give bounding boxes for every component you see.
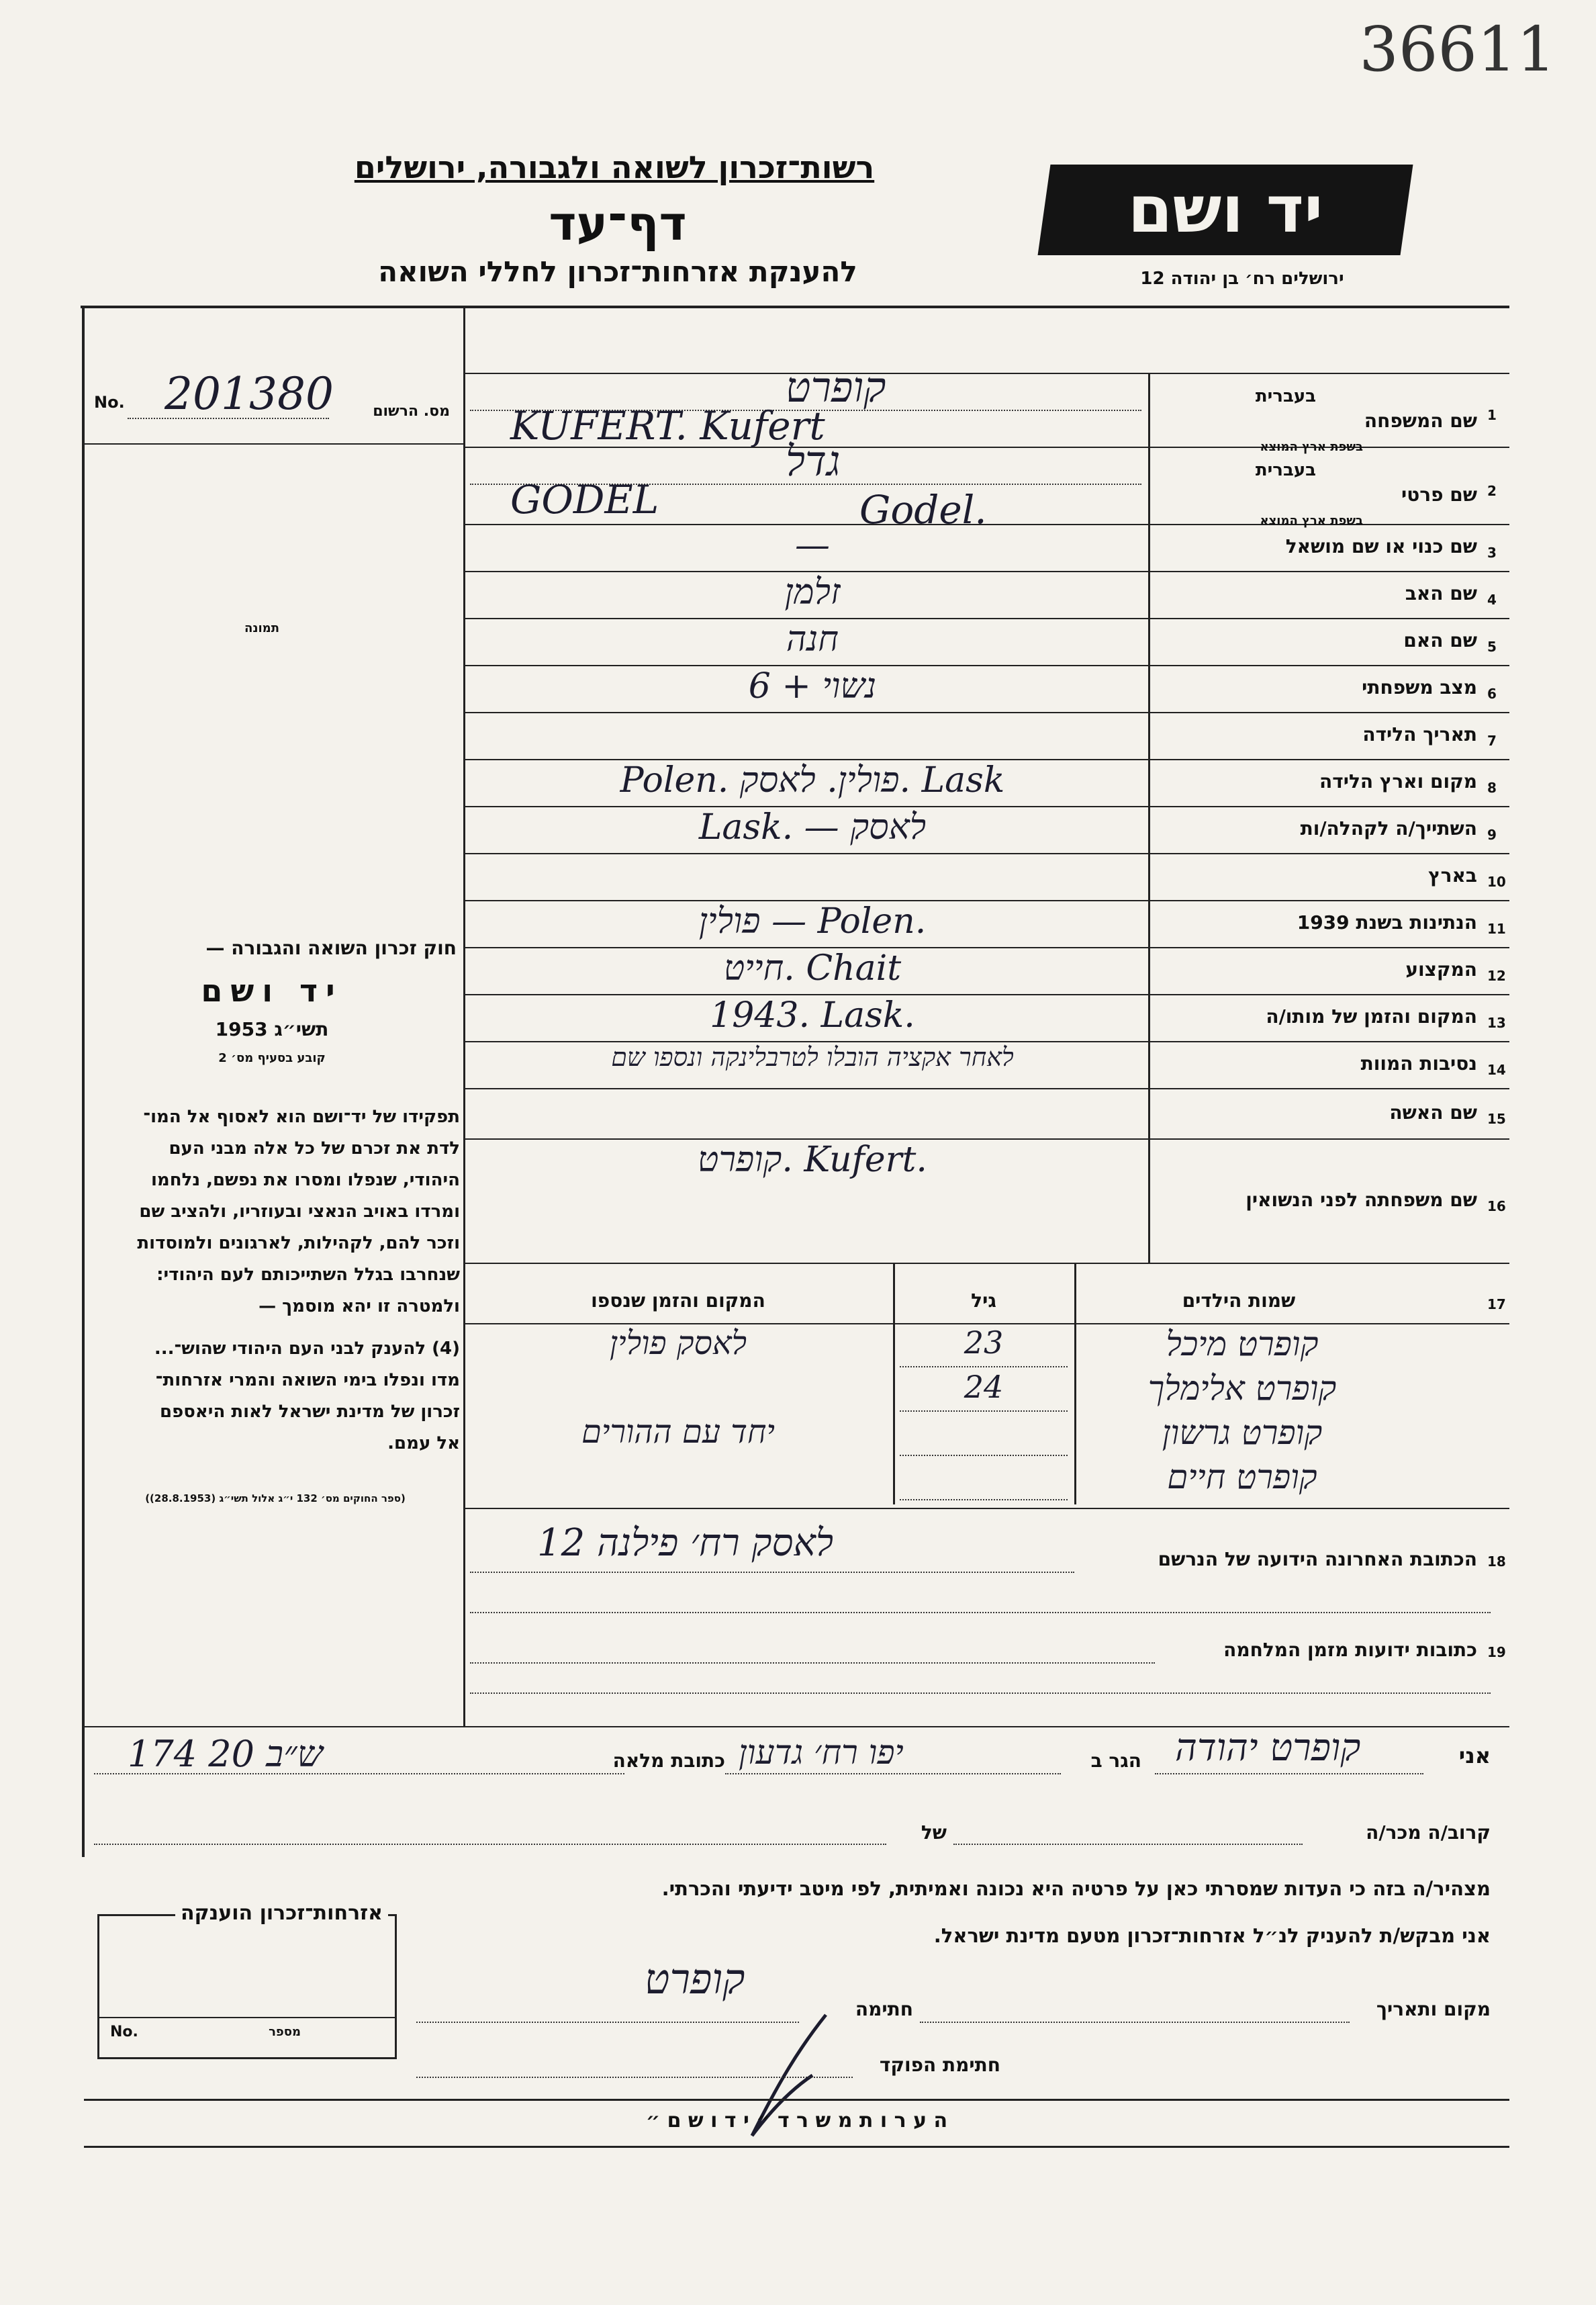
law-name: יד ושם [201, 973, 343, 1009]
field-hebrew-sublabel: בעברית [1255, 460, 1316, 480]
field-value: נשוי + 6 [748, 666, 877, 707]
row-line [463, 373, 1509, 374]
field-number: 2 [1487, 482, 1497, 499]
child-place: יחד עם ההורים [581, 1413, 776, 1451]
child-name: קופרט חיים [1167, 1457, 1317, 1496]
field-label: שם המשפחה [1364, 410, 1477, 432]
field-number: 8 [1487, 780, 1497, 796]
field-value-hebrew: קופרט [786, 363, 886, 412]
field-number: 1 [1487, 407, 1497, 423]
child-name: קופרט מיכל [1166, 1324, 1319, 1363]
col-children-age: גיל [971, 1290, 996, 1312]
law-paragraph-2 [87, 1333, 460, 1459]
field-row-line [463, 712, 1509, 713]
field-native-sublabel: בשפת ארץ המוצא [1260, 514, 1363, 528]
children-col-divider-2 [1074, 1263, 1076, 1504]
field-number: 16 [1487, 1197, 1506, 1214]
law-paragraph-1 [87, 1101, 460, 1322]
law-source: (ספר החוקים מס׳ 132 י״ג אלול תשי״ג (28.8.1953)) [145, 1492, 406, 1504]
declaration-statement-1: מצהיר/ה בזה כי העדות שמסרתי כאן על פרטיה היא נכונה ואמיתית, לפי מיטב ידיעתי והכרתי. [661, 1877, 1491, 1900]
reg-number: 201380 [165, 368, 334, 420]
place-date-label: מקום ותאריך [1376, 1998, 1491, 2020]
frame-top [81, 306, 1509, 308]
declarant-full-address: 174 ש״ב 20 [128, 1733, 323, 1775]
field-value: 1943. Lask. [710, 995, 915, 1036]
citizenship-box-title: אזרחות־זכרון הוענקה [175, 1901, 388, 1925]
archive-number: 36611 [1359, 13, 1556, 85]
place-date-dotline [920, 2022, 1350, 2023]
field-number: 10 [1487, 874, 1506, 890]
field-number: 11 [1487, 921, 1506, 937]
field-value: Polen. פולין. לאסק. Lask [620, 760, 1005, 801]
child-age-dotline [900, 1499, 1068, 1500]
address-value: לאסק רח׳ פילנה 12 [537, 1521, 834, 1565]
field-native-sublabel: בשפת ארץ המוצא [1260, 440, 1363, 454]
form-subtitle: להענקת אזרחות־זכרון לחללי השואה [378, 255, 857, 288]
child-name: קופרט אלימלך [1147, 1369, 1337, 1408]
child-age-dotline [900, 1410, 1068, 1412]
law-text-line: שנחרבו בגלל השתייכותם לעם היהודי: [156, 1265, 460, 1285]
child-age: 23 [964, 1324, 1004, 1361]
law-clause: קובע בסעיף מס׳ 2 [218, 1051, 326, 1065]
field-number: 9 [1487, 827, 1497, 843]
field-row-line [463, 1088, 1509, 1089]
relative-dotline [953, 1844, 1303, 1845]
reg-line [84, 443, 463, 445]
field-number: 15 [1487, 1110, 1506, 1127]
law-text-line: לדת את זכרם של כל אלה מבני העם [169, 1138, 460, 1159]
office-notes-line-top [84, 2099, 1509, 2101]
full-address-label: כתובת מלאה [612, 1750, 725, 1772]
field-label: המקום והזמן של מותו/ה [1266, 1005, 1477, 1028]
field-label: שם האשה [1389, 1101, 1477, 1124]
field-number: 5 [1487, 639, 1497, 655]
law-year: תשי״ג 1953 [215, 1018, 329, 1040]
field-value-native: GODEL [510, 477, 659, 523]
citizenship-box [97, 1901, 397, 2059]
of-label: של [921, 1821, 947, 1844]
officer-dotline [416, 2077, 853, 2078]
reg-label: מס. הרשום [373, 403, 450, 420]
field-number: 3 [1487, 545, 1497, 561]
field-label: שם פרטי [1401, 484, 1477, 506]
resident-dotline [725, 1773, 1061, 1774]
address-label: הכתובת האחרונה הידועה של הנרשם [1158, 1548, 1477, 1570]
child-place: לאסק פולין [609, 1324, 747, 1362]
col-children-place: המקום והזמן שנספו [591, 1290, 765, 1312]
field-label: שם כנוי או שם מושאל [1285, 535, 1477, 557]
address-dotline-4 [470, 1692, 1491, 1694]
field-value: קופרט. Kufert. [698, 1140, 927, 1180]
address-number: 19 [1487, 1644, 1506, 1660]
field-value-native-2: Godel. [859, 487, 987, 533]
officer-signature-label: חתימת הפוקד [879, 2054, 1000, 2076]
office-notes-title: ה ע ר ו ת מ ש ר ד ״ י ד ו ש ם ״ [645, 2109, 948, 2132]
field-label: הנתינות בשנת 1939 [1297, 911, 1477, 934]
child-name: קופרט גרשון [1162, 1413, 1323, 1452]
law-text-line: מדו ונפלו בימי השואה והמרי אזרחות־ [155, 1370, 460, 1390]
field-value: — [795, 525, 830, 566]
address-dotline [470, 1572, 1074, 1573]
address-line: ירושלים רח׳ בן יהודה 12 [1140, 269, 1344, 289]
field-label: השתייך/ה לקהלה/ות [1300, 817, 1477, 840]
photo-label: תמונה [244, 621, 280, 635]
citizenship-no-label: No. [110, 2024, 138, 2040]
law-text-line: היהודי, שנפלו ומסרו את נפשם, נלחמו [150, 1170, 460, 1190]
field-value-hebrew: גדל [786, 437, 841, 486]
declarant-city: יפו רח׳ גדעון [739, 1733, 904, 1772]
children-col-divider-1 [893, 1263, 895, 1504]
law-text-line: וזכר להם, לקהילות, לארגונים ולמוסדות [137, 1233, 460, 1253]
law-text-line: זכרון של מדינת ישראל לאות היאספם [160, 1402, 460, 1422]
field-label: שם האם [1403, 629, 1477, 651]
field-number: 7 [1487, 733, 1497, 749]
field-label: המקצוע [1405, 958, 1477, 981]
label-divider [1148, 373, 1150, 1263]
declarant-name: קופרט יהודה [1175, 1726, 1361, 1770]
child-age-dotline [900, 1366, 1068, 1367]
field-number: 14 [1487, 1062, 1506, 1078]
field-number: 4 [1487, 592, 1497, 608]
frame-left [82, 306, 85, 1857]
address-dotline [470, 1662, 1155, 1664]
i-dotline [1155, 1773, 1423, 1774]
address-label: כתובות ידועות מזמן המלחמה [1223, 1639, 1477, 1661]
declaration-i-label: אני [1458, 1743, 1491, 1768]
address-dotline-2 [470, 1612, 1491, 1613]
field-hebrew-sublabel: בעברית [1255, 386, 1316, 406]
reg-no-label: No. [94, 393, 125, 412]
field-label: שם האב [1405, 582, 1477, 604]
field-value: פולין — Polen. [698, 901, 927, 942]
law-text-line: (4) להענק לבני העם היהודי שהוש־... [154, 1339, 460, 1359]
field-label: מצב משפחתי [1362, 676, 1477, 698]
field-label: בארץ [1428, 864, 1477, 887]
office-notes-line-bottom [84, 2146, 1509, 2148]
signature-value: קופרט [645, 1954, 745, 2003]
law-text-line: אל עמם. [387, 1433, 460, 1453]
field-number: 13 [1487, 1015, 1506, 1031]
field-number: 6 [1487, 686, 1497, 702]
child-age: 24 [964, 1369, 1004, 1405]
address-number: 18 [1487, 1553, 1506, 1570]
relative-label: קרוב/ה מכר/ה [1366, 1821, 1491, 1844]
of-dotline [94, 1844, 886, 1845]
field-label: מקום וארץ הלידה [1319, 770, 1477, 793]
field-value: זלמן [784, 572, 841, 613]
col-children-names: שמות הילדים [1182, 1290, 1296, 1312]
form-title: דף־עד [549, 196, 687, 251]
declaration-statement-2: אני מבקש/ת להעניק לנ״ל אזרחות־זכרון מטעם מדינת ישראל. [933, 1924, 1491, 1947]
address-top-line [463, 1508, 1509, 1509]
law-sidebar [87, 937, 457, 1065]
column-divider [463, 306, 465, 1726]
child-age-dotline [900, 1455, 1068, 1456]
authority-line: רשות־זכרון לשואה ולגבורה, ירושלים [354, 149, 875, 185]
field-row-line [463, 853, 1509, 854]
field-label: שם משפחתה לפני הנשואין [1246, 1188, 1477, 1211]
logo-text: יד ושם [1127, 172, 1323, 247]
yad-vashem-logo [1038, 165, 1413, 255]
field-label: נסיבות המוות [1360, 1052, 1477, 1075]
children-number: 17 [1487, 1296, 1506, 1312]
field-number: 12 [1487, 968, 1506, 984]
field-label: תאריך הלידה [1362, 723, 1477, 745]
field-value: Lask. — לאסק [698, 807, 927, 848]
field-value-native: KUFERT. Kufert [510, 403, 825, 449]
field-value: חייט. Chait [723, 948, 902, 989]
citizenship-number-label: מספר [269, 2025, 301, 2039]
signature-label: חתימה [855, 1998, 913, 2020]
law-title: חוק זכרון השואה והגבורה — [205, 937, 457, 959]
resident-label: הגר ב [1090, 1750, 1141, 1772]
children-top-line [463, 1263, 1509, 1264]
citizenship-box-line [99, 2017, 395, 2018]
law-text-line: ומרדו באויב הנאצי ובעוזריו, ולהציב שם [139, 1202, 460, 1222]
field-value: לאחר אקציה הובלו לטרבלינקה ונספו שם [611, 1042, 1014, 1072]
field-value: חנה [786, 619, 839, 660]
law-text-line: ולמטרה זו יהא מוסמך — [259, 1296, 460, 1316]
law-text-line: תפקידו של יד־ושם הוא לאסוף אל המו־ [143, 1107, 460, 1127]
